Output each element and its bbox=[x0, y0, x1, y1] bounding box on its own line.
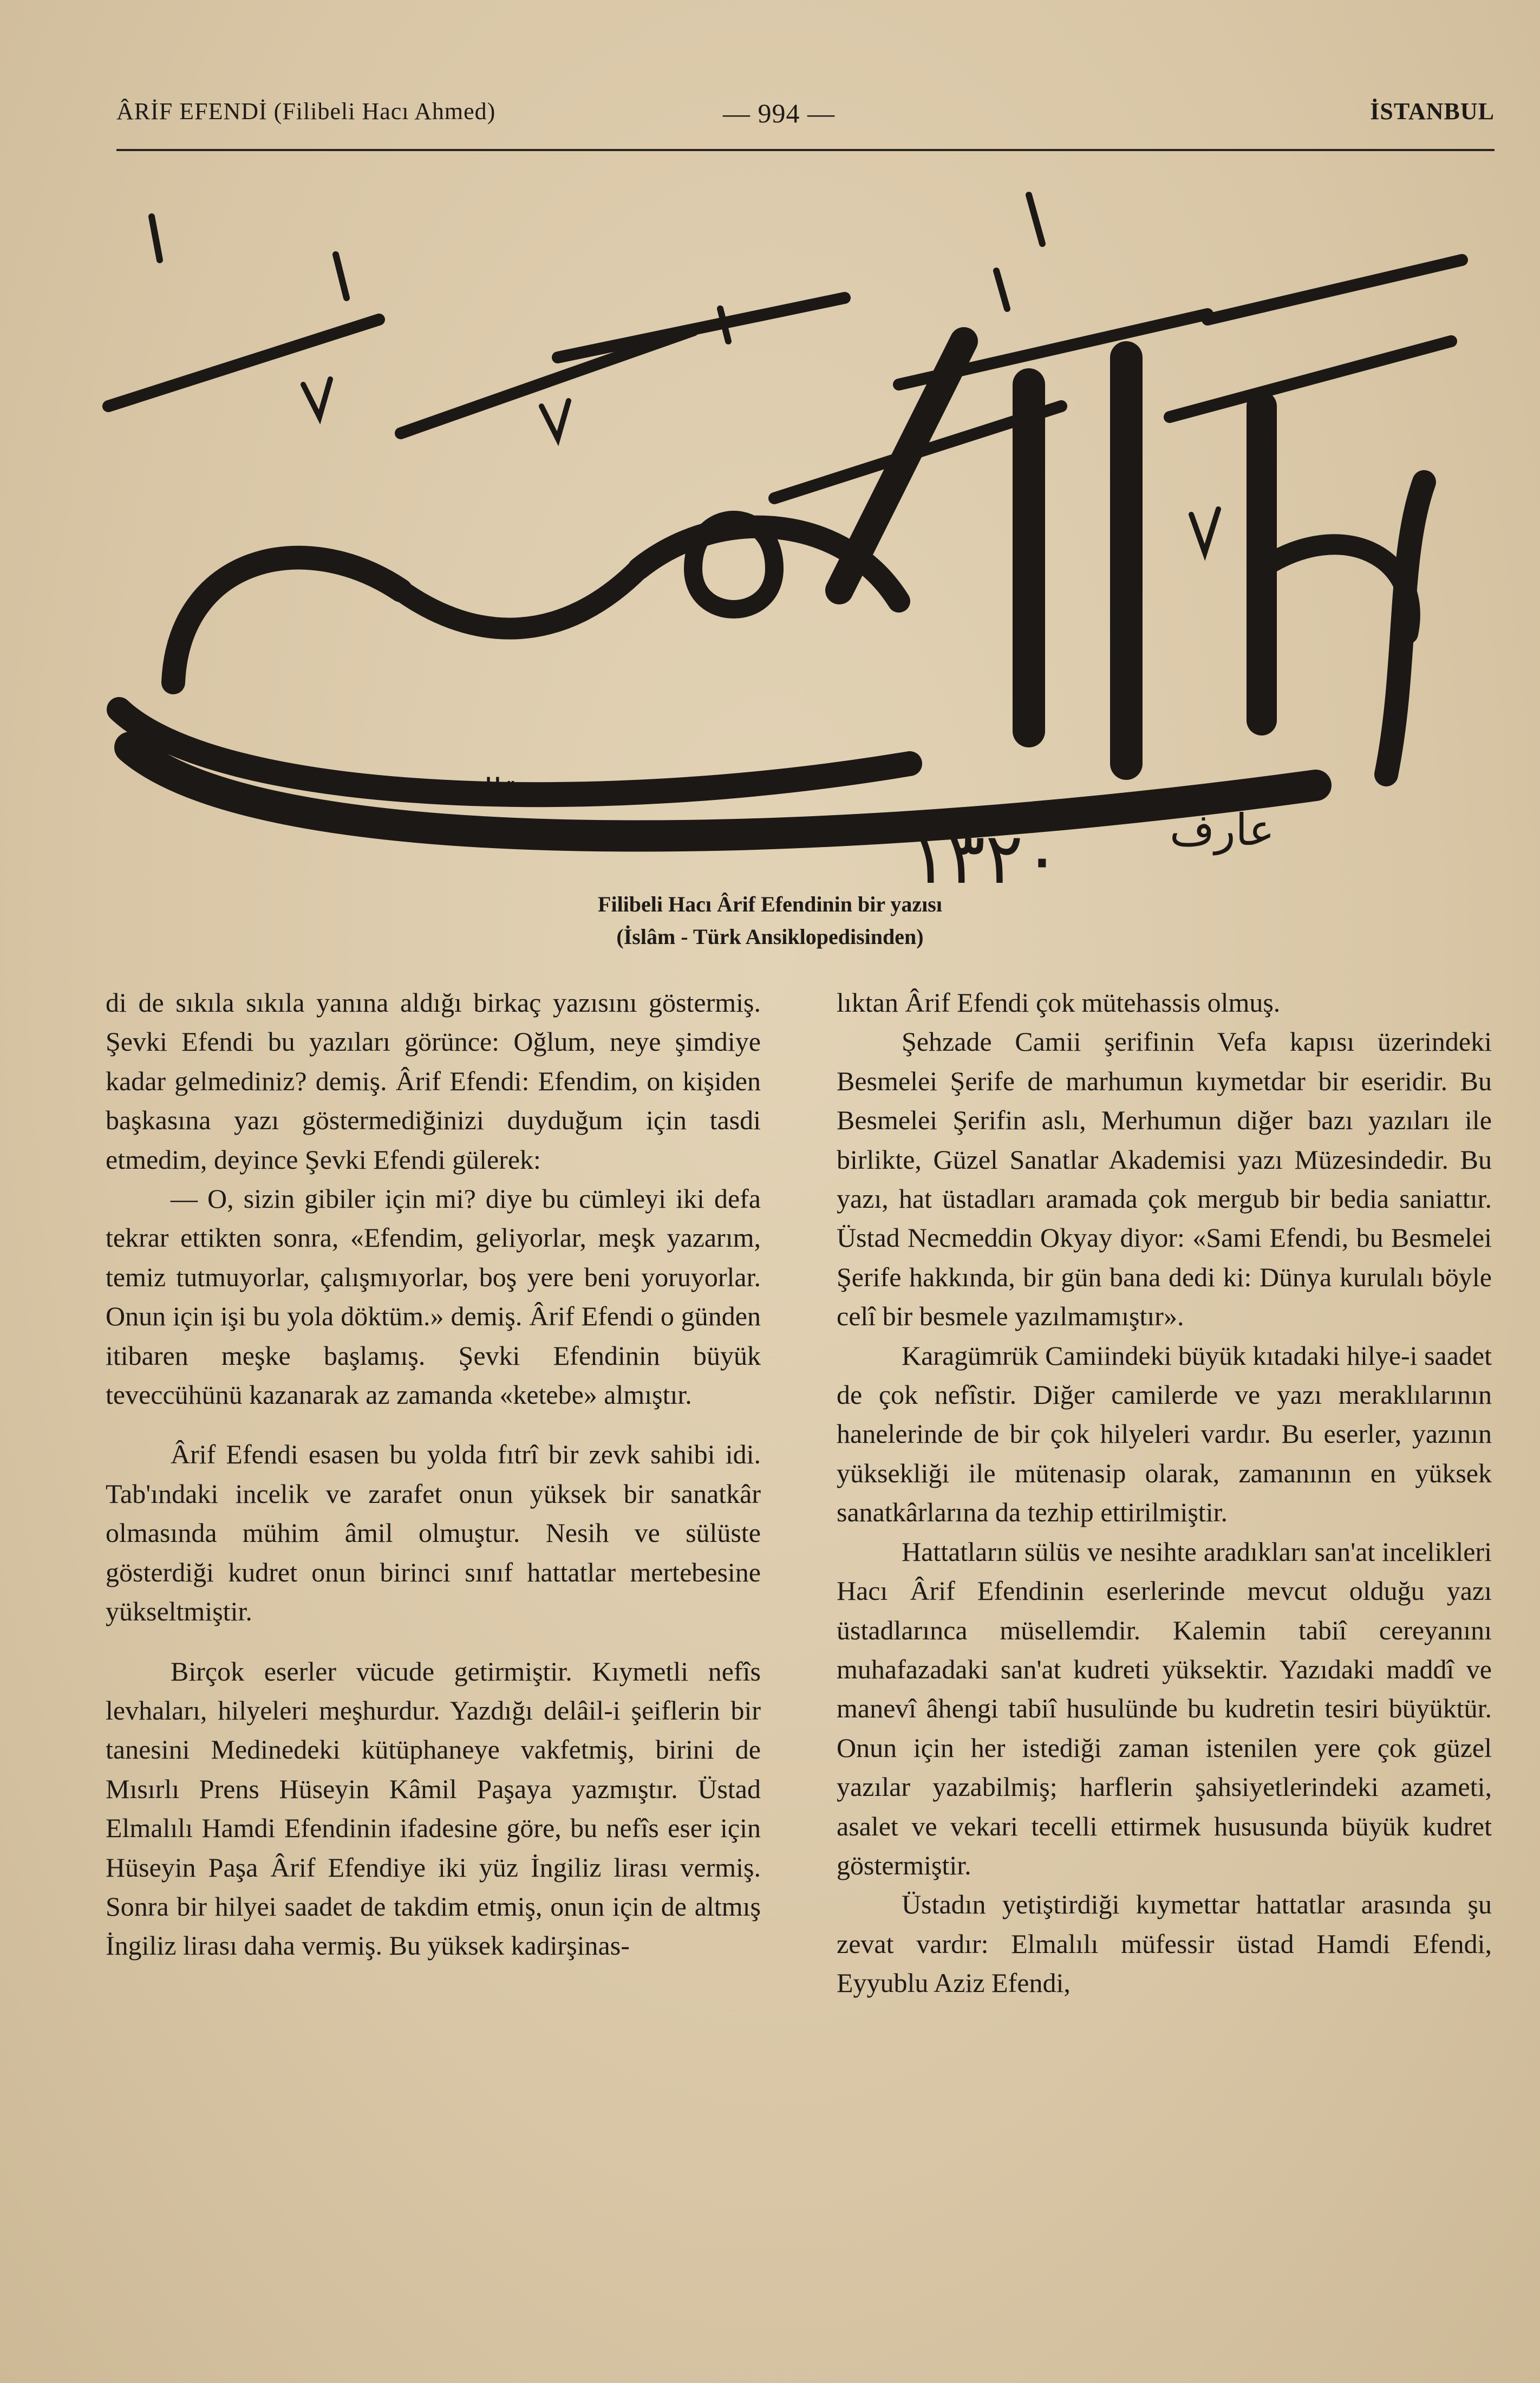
paragraph: Ârif Efendi esasen bu yolda fıtrî bir zevk sahibi idi. Tab'ındaki incelik ve zarafet onun yüksek bir sanatkâr olmasında mühim âmil olmuştur. Nesih ve sülüste gösterdiği kudret onun birinci sınıf hattatlar mertebesine yükseltmiştir. bbox=[106, 1439, 761, 1627]
header-city: İSTANBUL bbox=[1370, 98, 1495, 125]
paragraph: Karagümrük Camiindeki büyük kıtadaki hilye-i saadet de çok nefîstir. Diğer camilerde ve yazı meraklılarının hanelerinde de bir çok hilyeleri vardır. Bu eserler, yazının yüksekliği ile mütenasip olarak, zamanının en yüksek sanatkârlarına da tezhip ettirilmiştir. bbox=[837, 1340, 1492, 1528]
paragraph: Hattatların sülüs ve nesihte aradıkları san'at incelikleri Hacı Ârif Efendinin eserlerinde mevcut olduğu yazı üstadlarınca müsellemdir. Kalemin tabiî cereyanını muhafazadaki san'at kudreti yüksektir. Yazıdaki maddî ve manevî âhengi tabiî husulünde bu kudretin tesiri büyüktür. Onun için her istediği zaman istenilen yere çok güzel yazılar yazabilmiş; harflerin şahsiyetlerindeki azameti, asalet ve vekari tecelli ettirmek hususunda büyük kudret göstermiştir. bbox=[837, 1536, 1492, 1880]
header-title: ÂRİF EFENDİ (Filibeli Hacı Ahmed) bbox=[116, 98, 496, 125]
caption-line-1: Filibeli Hacı Ârif Efendinin bir yazısı bbox=[598, 892, 942, 916]
paragraph: — O, sizin gibiler için mi? diye bu cümleyi iki defa tekrar ettikten sonra, «Efendim, geliyorlar, meşk yazarım, temiz tutmuyorlar, çalışmıyorlar, boş yere beni yoruyorlar. Onun için işi bu yola döktüm.» demiş. Ârif Efendi o günden itibaren meşke başlamış. Şevki Efendinin büyük teveccühünü kazanarak az zamanda «ketebe» almıştır. bbox=[106, 1183, 761, 1410]
running-header bbox=[116, 97, 1495, 135]
paragraph: lıktan Ârif Efendi çok mütehassis olmuş. bbox=[837, 987, 1281, 1018]
calligraphy-signature: قاله bbox=[466, 772, 519, 810]
paragraph: Birçok eserler vücude getirmiştir. Kıymetli nefîs levhaları, hilyeleri meşhurdur. Yazdığı delâil-i şeiflerin bir tanesini Medinedeki kütüphaneye vakfetmiş, birini de Mısırlı Prens Hüseyin Kâmil Paşaya yazmıştır. Üstad Elmalılı Hamdi Efendinin ifadesine göre, bu nefîs eser için Hüseyin Paşa Ârif Efendiye iki yüz İngiliz lirası vermiş. Sonra bir hilyei saadet de takdim etmiş, onun için de altmış İngiliz lirası daha vermiş. Bu yüksek kadirşinas- bbox=[106, 1656, 761, 1961]
page-number: — 994 — bbox=[723, 98, 835, 128]
caption-line-2: (İslâm - Türk Ansiklopedisinden) bbox=[616, 924, 924, 949]
paragraph: Şehzade Camii şerifinin Vefa kapısı üzerindeki Besmelei Şerife de marhumun kıymetdar bir eseridir. Bu Besmelei Şerifin aslı, Merhumun diğer bazı yazıları ile birlikte, Güzel Sanatlar Akademisi yazı Müzesindedir. Bu yazı, hat üstadları aramada çok mergub bir bedia saniattır. Üstad Necmeddin Okyay diyor: «Sami Efendi, bu Besmelei Şerife hakkında, bir gün bana dedi ki: Dünya kurulalı böyle celî bir besmele yazılmamıştır». bbox=[837, 1026, 1492, 1332]
calligraphy-date: ١٣٢٠ bbox=[910, 817, 1061, 894]
paragraph: di de sıkıla sıkıla yanına aldığı birkaç yazısını göstermiş. Şevki Efendi bu yazıları görünce: Oğlum, neye şimdiye kadar gelmediniz? demiş. Ârif Efendi: Efendim, on kişiden başkasına yazı göstermediğinizi duyduğum için tasdi etmedim, deyince Şevki Efendi gülerek: bbox=[106, 987, 761, 1175]
right-column bbox=[837, 983, 1492, 2003]
calligraphy-image bbox=[97, 179, 1484, 894]
calligraphy-artist-mark: عارف bbox=[1170, 805, 1275, 855]
left-column bbox=[106, 983, 761, 1965]
figure-caption bbox=[0, 888, 1540, 953]
paragraph: Üstadın yetiştirdiği kıymettar hattatlar arasında şu zevat vardır: Elmalılı müfessir üstad Hamdi Efendi, Eyyublu Aziz Efendi, bbox=[837, 1889, 1492, 1998]
header-rule bbox=[116, 149, 1495, 151]
